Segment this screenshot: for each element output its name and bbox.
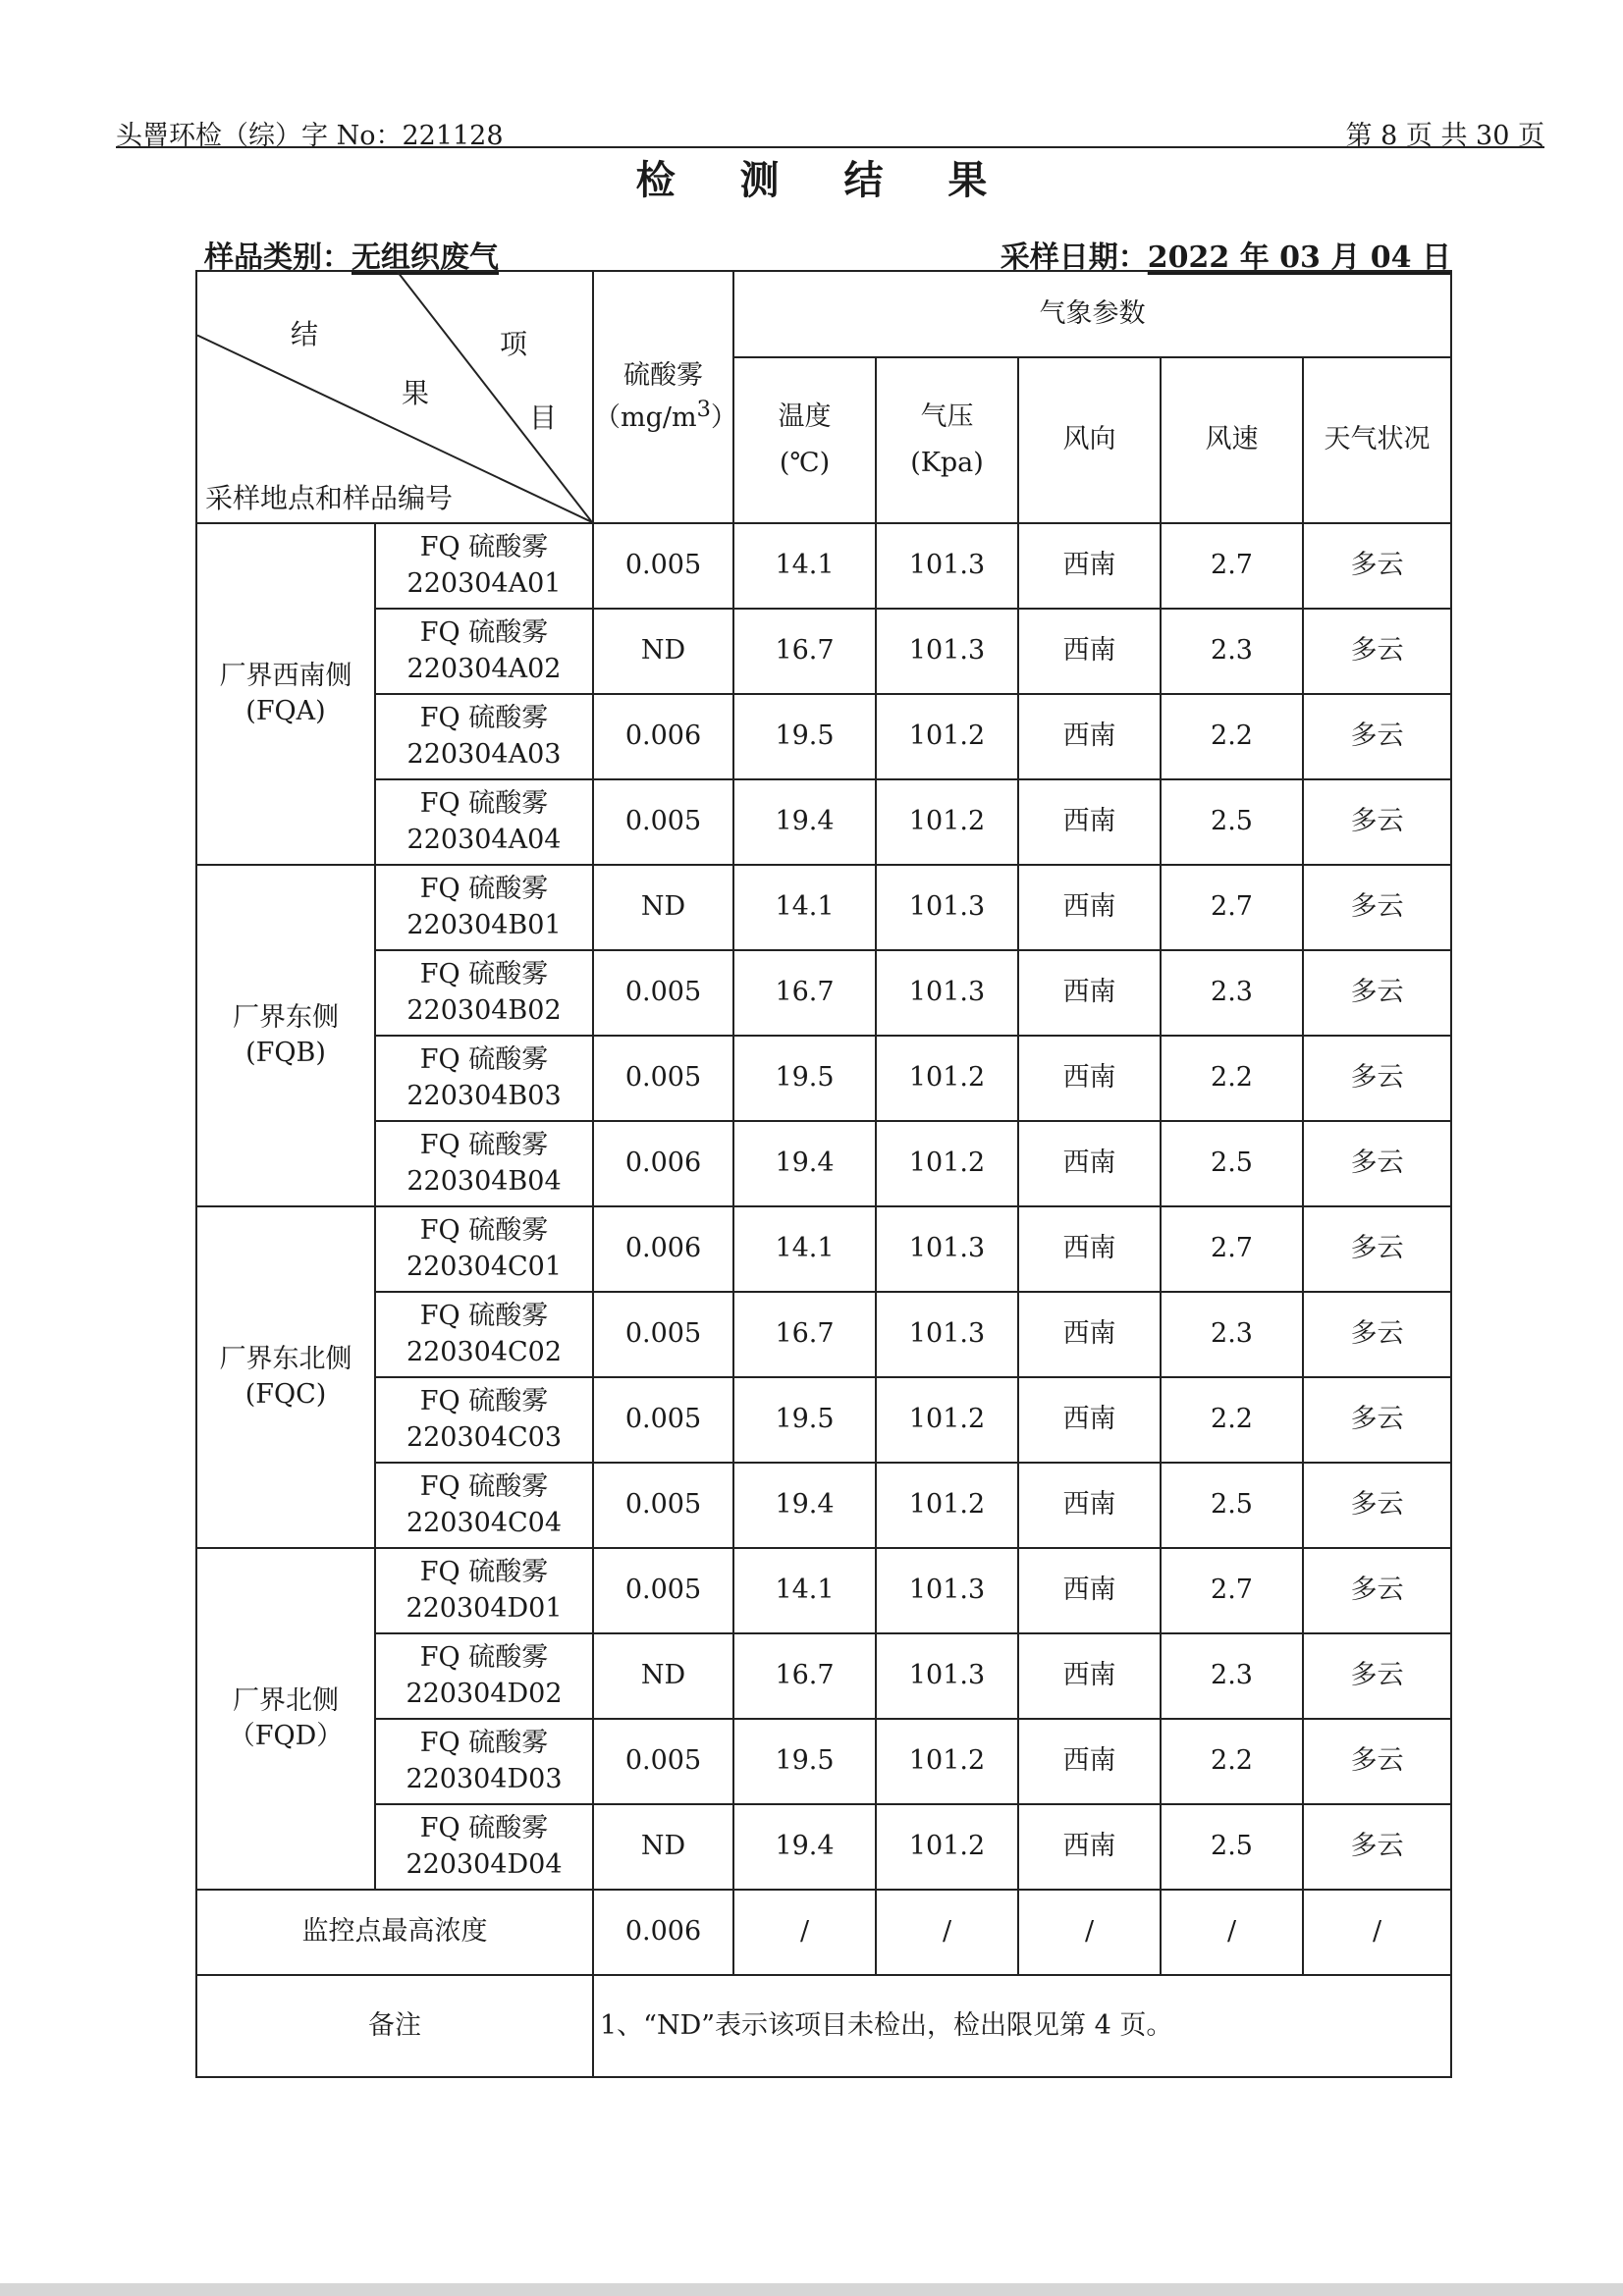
sample-id: 220304B03	[406, 1080, 562, 1111]
header-temp	[733, 357, 876, 523]
weather-value: 多云	[1303, 1633, 1451, 1719]
sample-name: FQ 硫酸雾	[419, 1130, 549, 1161]
weather-value: 多云	[1303, 1206, 1451, 1292]
table-row	[196, 1463, 1451, 1548]
max-temp-value: /	[733, 1890, 876, 1975]
h2so4-value: ND	[593, 865, 733, 950]
header-diagonal-cell	[196, 271, 593, 523]
h2so4-value: 0.005	[593, 523, 733, 609]
site-name: 厂界北侧	[233, 1684, 339, 1716]
h2so4-value: 0.005	[593, 1292, 733, 1377]
sample-id-cell	[375, 779, 593, 865]
sample-category-value: 无组织废气	[352, 240, 499, 275]
table-row	[196, 1804, 1451, 1890]
sample-id-cell	[375, 1633, 593, 1719]
sample-id: 220304A02	[406, 653, 562, 684]
max-pressure-value: /	[876, 1890, 1018, 1975]
table-row	[196, 1633, 1451, 1719]
wind-speed-value: 2.2	[1161, 1377, 1303, 1463]
temp-value: 16.7	[733, 1633, 876, 1719]
header-h2so4	[593, 271, 737, 523]
diag-label-result-1: 结	[291, 318, 319, 350]
weather-value: 多云	[1303, 1121, 1451, 1206]
sample-name: FQ 硫酸雾	[419, 703, 549, 734]
wind-direction-value: 西南	[1018, 609, 1161, 694]
wind-speed-value: 2.7	[1161, 1548, 1303, 1633]
pressure-value: 101.2	[876, 1719, 1018, 1804]
header-divider	[116, 146, 1544, 148]
pressure-value: 101.3	[876, 950, 1018, 1036]
wind-speed-value: 2.7	[1161, 523, 1303, 609]
sample-name: FQ 硫酸雾	[419, 1301, 549, 1332]
sample-id-cell	[375, 1377, 593, 1463]
remarks-row	[196, 1975, 1451, 2077]
page-edge-shadow	[0, 2283, 1623, 2296]
unit-sup: 3	[696, 396, 711, 422]
temp-value: 19.4	[733, 779, 876, 865]
header-weather-params: 气象参数	[733, 271, 1451, 357]
header-wind-speed: 风速	[1161, 357, 1303, 523]
header-temp-label: 温度	[778, 401, 832, 433]
sample-name: FQ 硫酸雾	[419, 959, 549, 990]
diag-label-site: 采样地点和样品编号	[205, 482, 454, 514]
wind-direction-value: 西南	[1018, 1292, 1161, 1377]
wind-speed-value: 2.7	[1161, 865, 1303, 950]
wind-speed-value: 2.3	[1161, 609, 1303, 694]
temp-value: 16.7	[733, 609, 876, 694]
sample-id-cell	[375, 950, 593, 1036]
wind-direction-value: 西南	[1018, 1548, 1161, 1633]
table-row	[196, 865, 1451, 950]
wind-direction-value: 西南	[1018, 950, 1161, 1036]
sample-id: 220304A04	[406, 824, 562, 855]
table-row	[196, 1548, 1451, 1633]
wind-direction-value: 西南	[1018, 1633, 1161, 1719]
max-concentration-label: 监控点最高浓度	[196, 1890, 593, 1975]
table-row	[196, 950, 1451, 1036]
temp-value: 19.5	[733, 1719, 876, 1804]
table-row	[196, 1036, 1451, 1121]
sample-id: 220304B01	[406, 909, 562, 940]
sample-name: FQ 硫酸雾	[419, 617, 549, 649]
table-row	[196, 1121, 1451, 1206]
pressure-value: 101.2	[876, 779, 1018, 865]
results-table	[195, 270, 1452, 2078]
weather-value: 多云	[1303, 694, 1451, 779]
pressure-value: 101.3	[876, 609, 1018, 694]
temp-value: 19.5	[733, 1377, 876, 1463]
max-h2so4-value: 0.006	[593, 1890, 733, 1975]
wind-direction-value: 西南	[1018, 694, 1161, 779]
page-indicator: 第 8 页 共 30 页	[1345, 121, 1544, 151]
unit-base: （mg/m	[594, 401, 697, 433]
sample-id-cell	[375, 694, 593, 779]
pressure-value: 101.2	[876, 1463, 1018, 1548]
h2so4-value: 0.005	[593, 1377, 733, 1463]
wind-speed-value: 2.2	[1161, 1719, 1303, 1804]
wind-direction-value: 西南	[1018, 1804, 1161, 1890]
h2so4-value: 0.006	[593, 1206, 733, 1292]
sampling-date-label: 采样日期：	[1000, 240, 1148, 275]
pressure-value: 101.3	[876, 1633, 1018, 1719]
sample-id-cell	[375, 1121, 593, 1206]
table-row	[196, 1292, 1451, 1377]
temp-value: 14.1	[733, 523, 876, 609]
weather-value: 多云	[1303, 950, 1451, 1036]
h2so4-value: 0.005	[593, 1036, 733, 1121]
sample-id: 220304C02	[406, 1336, 563, 1367]
weather-value: 多云	[1303, 865, 1451, 950]
site-name: 厂界西南侧	[219, 660, 352, 691]
sample-id-cell	[375, 1548, 593, 1633]
wind-speed-value: 2.5	[1161, 1804, 1303, 1890]
unit-end: ）	[710, 401, 737, 433]
wind-speed-value: 2.2	[1161, 1036, 1303, 1121]
max-wind-speed-value: /	[1161, 1890, 1303, 1975]
header-h2so4-label: 硫酸雾	[623, 360, 703, 392]
header-h2so4-unit	[594, 395, 737, 436]
sample-name: FQ 硫酸雾	[419, 532, 549, 563]
wind-direction-value: 西南	[1018, 1719, 1161, 1804]
wind-direction-value: 西南	[1018, 865, 1161, 950]
temp-value: 19.4	[733, 1463, 876, 1548]
temp-value: 16.7	[733, 950, 876, 1036]
max-concentration-row	[196, 1890, 1451, 1975]
table-row	[196, 779, 1451, 865]
diag-label-item-2: 目	[529, 401, 558, 434]
h2so4-value: 0.005	[593, 1463, 733, 1548]
weather-value: 多云	[1303, 1719, 1451, 1804]
wind-speed-value: 2.3	[1161, 1292, 1303, 1377]
wind-speed-value: 2.3	[1161, 950, 1303, 1036]
site-code: （FQD）	[228, 1721, 344, 1751]
header-pressure-unit: (Kpa)	[910, 447, 984, 478]
table-row	[196, 694, 1451, 779]
diag-label-result-2: 果	[402, 377, 430, 409]
wind-speed-value: 2.2	[1161, 694, 1303, 779]
sample-id: 220304A03	[406, 738, 562, 770]
wind-speed-value: 2.5	[1161, 779, 1303, 865]
diag-label-item-1: 项	[500, 328, 528, 360]
weather-value: 多云	[1303, 1377, 1451, 1463]
temp-value: 16.7	[733, 1292, 876, 1377]
sampling-date-value: 2022 年 03 月 04 日	[1147, 240, 1451, 275]
temp-value: 19.4	[733, 1121, 876, 1206]
wind-direction-value: 西南	[1018, 779, 1161, 865]
remarks-label: 备注	[196, 1975, 593, 2077]
sample-name: FQ 硫酸雾	[419, 1813, 549, 1844]
temp-value: 14.1	[733, 1206, 876, 1292]
sample-id: 220304C01	[406, 1251, 563, 1282]
sample-id-cell	[375, 1292, 593, 1377]
h2so4-value: 0.005	[593, 950, 733, 1036]
site-code: (FQA)	[245, 696, 326, 726]
max-weather-value: /	[1303, 1890, 1451, 1975]
header-weather-condition: 天气状况	[1303, 357, 1451, 523]
wind-direction-value: 西南	[1018, 1036, 1161, 1121]
sample-name: FQ 硫酸雾	[419, 788, 549, 820]
header-temp-unit: (℃)	[779, 447, 831, 478]
weather-value: 多云	[1303, 1804, 1451, 1890]
weather-value: 多云	[1303, 1548, 1451, 1633]
temp-value: 14.1	[733, 865, 876, 950]
sample-id-cell	[375, 1463, 593, 1548]
sample-id: 220304A01	[406, 567, 562, 599]
pressure-value: 101.2	[876, 1804, 1018, 1890]
sample-name: FQ 硫酸雾	[419, 1215, 549, 1247]
sample-id-cell	[375, 1804, 593, 1890]
weather-value: 多云	[1303, 1292, 1451, 1377]
sample-name: FQ 硫酸雾	[419, 874, 549, 905]
pressure-value: 101.2	[876, 1377, 1018, 1463]
site-code: (FQB)	[245, 1038, 326, 1068]
h2so4-value: 0.006	[593, 1121, 733, 1206]
site-name: 厂界东侧	[233, 1001, 339, 1033]
site-cell	[196, 1548, 375, 1890]
temp-value: 19.5	[733, 1036, 876, 1121]
table-row	[196, 1206, 1451, 1292]
sample-id: 220304D02	[406, 1678, 563, 1709]
sample-name: FQ 硫酸雾	[419, 1728, 549, 1759]
pressure-value: 101.2	[876, 1036, 1018, 1121]
sample-id: 220304C04	[406, 1507, 563, 1538]
sample-name: FQ 硫酸雾	[419, 1044, 549, 1076]
h2so4-value: ND	[593, 609, 733, 694]
wind-direction-value: 西南	[1018, 1377, 1161, 1463]
max-wind-direction-value: /	[1018, 1890, 1161, 1975]
sample-id: 220304D04	[406, 1848, 563, 1880]
site-cell	[196, 1206, 375, 1548]
wind-direction-value: 西南	[1018, 1206, 1161, 1292]
weather-value: 多云	[1303, 609, 1451, 694]
site-cell	[196, 865, 375, 1206]
sample-name: FQ 硫酸雾	[419, 1557, 549, 1588]
wind-speed-value: 2.3	[1161, 1633, 1303, 1719]
temp-value: 19.5	[733, 694, 876, 779]
h2so4-value: ND	[593, 1633, 733, 1719]
temp-value: 14.1	[733, 1548, 876, 1633]
h2so4-value: 0.005	[593, 1548, 733, 1633]
sample-id: 220304B04	[406, 1165, 562, 1197]
wind-direction-value: 西南	[1018, 523, 1161, 609]
pressure-value: 101.3	[876, 523, 1018, 609]
sample-id: 220304D03	[406, 1763, 563, 1794]
sample-category-label: 样品类别：	[204, 240, 352, 275]
wind-speed-value: 2.5	[1161, 1463, 1303, 1548]
wind-speed-value: 2.7	[1161, 1206, 1303, 1292]
sample-id-cell	[375, 865, 593, 950]
sample-id-cell	[375, 523, 593, 609]
weather-value: 多云	[1303, 1036, 1451, 1121]
sample-id-cell	[375, 609, 593, 694]
sample-id-cell	[375, 1206, 593, 1292]
wind-direction-value: 西南	[1018, 1121, 1161, 1206]
pressure-value: 101.3	[876, 1292, 1018, 1377]
report-number: 头罾环检（综）字 No：221128	[116, 121, 504, 151]
header-pressure	[876, 357, 1018, 523]
weather-value: 多云	[1303, 779, 1451, 865]
sample-id: 220304B02	[406, 994, 562, 1026]
sample-name: FQ 硫酸雾	[419, 1386, 549, 1417]
header-pressure-label: 气压	[920, 401, 974, 433]
sample-id-cell	[375, 1719, 593, 1804]
site-cell	[196, 523, 375, 865]
site-code: (FQC)	[244, 1379, 327, 1410]
sample-name: FQ 硫酸雾	[419, 1471, 549, 1503]
sample-name: FQ 硫酸雾	[419, 1642, 549, 1674]
remarks-text: 1、“ND”表示该项目未检出，检出限见第 4 页。	[593, 1975, 1451, 2077]
weather-value: 多云	[1303, 523, 1451, 609]
wind-speed-value: 2.5	[1161, 1121, 1303, 1206]
pressure-value: 101.3	[876, 865, 1018, 950]
wind-direction-value: 西南	[1018, 1463, 1161, 1548]
header-wind-direction: 风向	[1018, 357, 1161, 523]
pressure-value: 101.3	[876, 1206, 1018, 1292]
temp-value: 19.4	[733, 1804, 876, 1890]
pressure-value: 101.2	[876, 1121, 1018, 1206]
site-name: 厂界东北侧	[219, 1343, 352, 1374]
h2so4-value: 0.006	[593, 694, 733, 779]
h2so4-value: 0.005	[593, 1719, 733, 1804]
weather-value: 多云	[1303, 1463, 1451, 1548]
table-row	[196, 609, 1451, 694]
table-row	[196, 1377, 1451, 1463]
sample-id: 220304C03	[406, 1421, 563, 1453]
pressure-value: 101.2	[876, 694, 1018, 779]
h2so4-value: 0.005	[593, 779, 733, 865]
table-row	[196, 1719, 1451, 1804]
page-title: 检 测 结 果	[635, 157, 1013, 203]
sample-id: 220304D01	[406, 1592, 563, 1624]
table-row	[196, 523, 1451, 609]
pressure-value: 101.3	[876, 1548, 1018, 1633]
sample-id-cell	[375, 1036, 593, 1121]
h2so4-value: ND	[593, 1804, 733, 1890]
